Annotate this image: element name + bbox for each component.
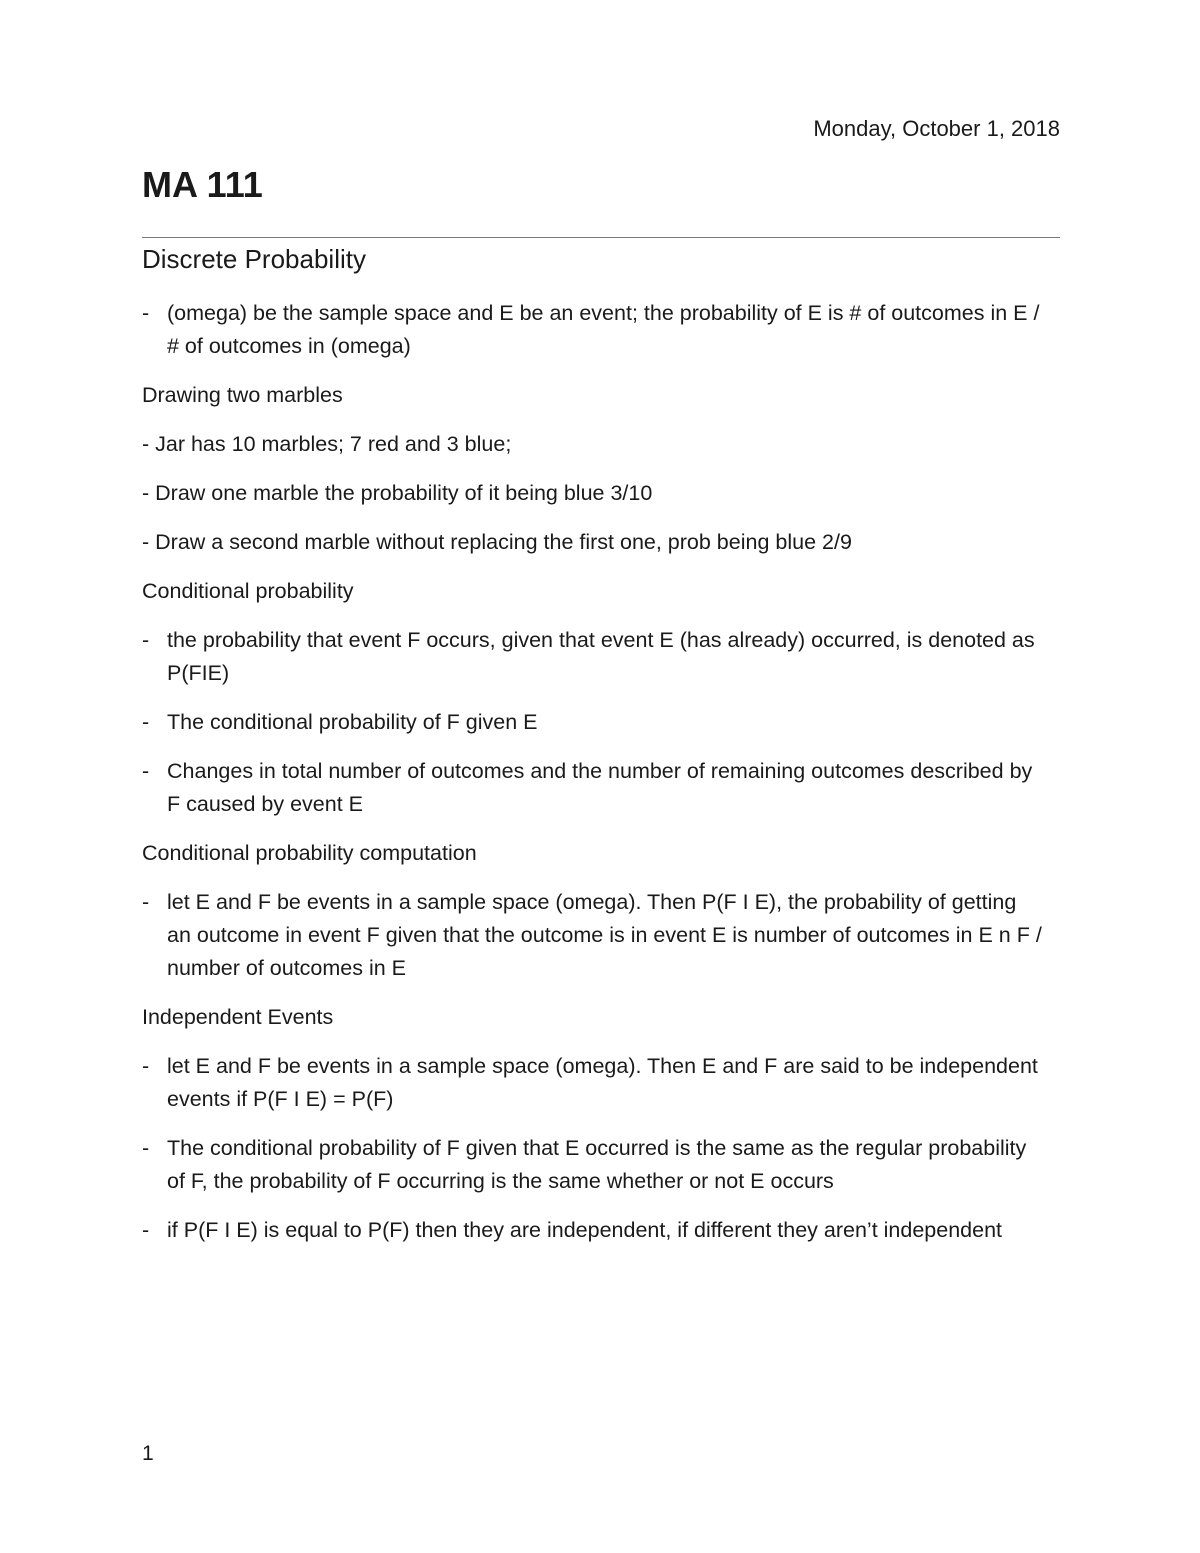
bullet-text: if P(F I E) is equal to P(F) then they are independent, if different they aren’t independent xyxy=(167,1218,1003,1242)
bullet-item xyxy=(142,1050,1042,1116)
bullet-marker: - xyxy=(142,301,150,325)
bullet-item xyxy=(142,755,1042,821)
bullet-text: (omega) be the sample space and E be an event; the probability of E is # of outcomes in E / # of outcomes in (omega) xyxy=(167,301,1040,358)
bullet-marker: - xyxy=(142,890,150,914)
bullet-text: the probability that event F occurs, given that event E (has already) occurred, is denoted as P(FIE) xyxy=(167,628,1035,685)
section-title: Discrete Probability xyxy=(142,244,366,274)
bullet-marker: - xyxy=(142,1136,150,1160)
course-title: MA 111 xyxy=(142,164,263,205)
bullet-item xyxy=(142,706,1042,739)
notes-body xyxy=(142,297,1042,1263)
header-divider xyxy=(142,237,1060,238)
bullet-item xyxy=(142,297,1042,363)
dash-line: - Draw a second marble without replacing the first one, prob being blue 2/9 xyxy=(142,530,852,554)
dash-line: - Draw one marble the probability of it being blue 3/10 xyxy=(142,481,653,505)
page-number: 1 xyxy=(142,1442,154,1465)
bullet-item xyxy=(142,624,1042,690)
bullet-text: Changes in total number of outcomes and the number of remaining outcomes described by F caused by event E xyxy=(167,759,1033,816)
bullet-marker: - xyxy=(142,710,150,734)
subsection-heading: Independent Events xyxy=(142,1005,334,1029)
dash-line: - Jar has 10 marbles; 7 red and 3 blue; xyxy=(142,432,512,456)
subsection-heading: Conditional probability xyxy=(142,579,354,603)
document-date: Monday, October 1, 2018 xyxy=(813,116,1060,141)
bullet-item xyxy=(142,886,1042,985)
bullet-marker: - xyxy=(142,628,150,652)
bullet-marker: - xyxy=(142,1218,150,1242)
bullet-text: The conditional probability of F given that E occurred is the same as the regular probability of F, the probability of F occurring is the same whether or not E occurs xyxy=(167,1136,1027,1193)
bullet-item xyxy=(142,1132,1042,1198)
bullet-marker: - xyxy=(142,1054,150,1078)
subsection-heading: Drawing two marbles xyxy=(142,383,343,407)
bullet-item xyxy=(142,1214,1042,1247)
bullet-text: let E and F be events in a sample space (omega). Then E and F are said to be independent events if P(F I E) = P(F) xyxy=(167,1054,1038,1111)
bullet-text: The conditional probability of F given E xyxy=(167,710,538,734)
bullet-text: let E and F be events in a sample space (omega). Then P(F I E), the probability of getting an outcome in event F given that the outcome is in event E is number of outcomes in E n F / number of outcomes in E xyxy=(167,890,1042,980)
bullet-marker: - xyxy=(142,759,150,783)
subsection-heading: Conditional probability computation xyxy=(142,841,477,865)
